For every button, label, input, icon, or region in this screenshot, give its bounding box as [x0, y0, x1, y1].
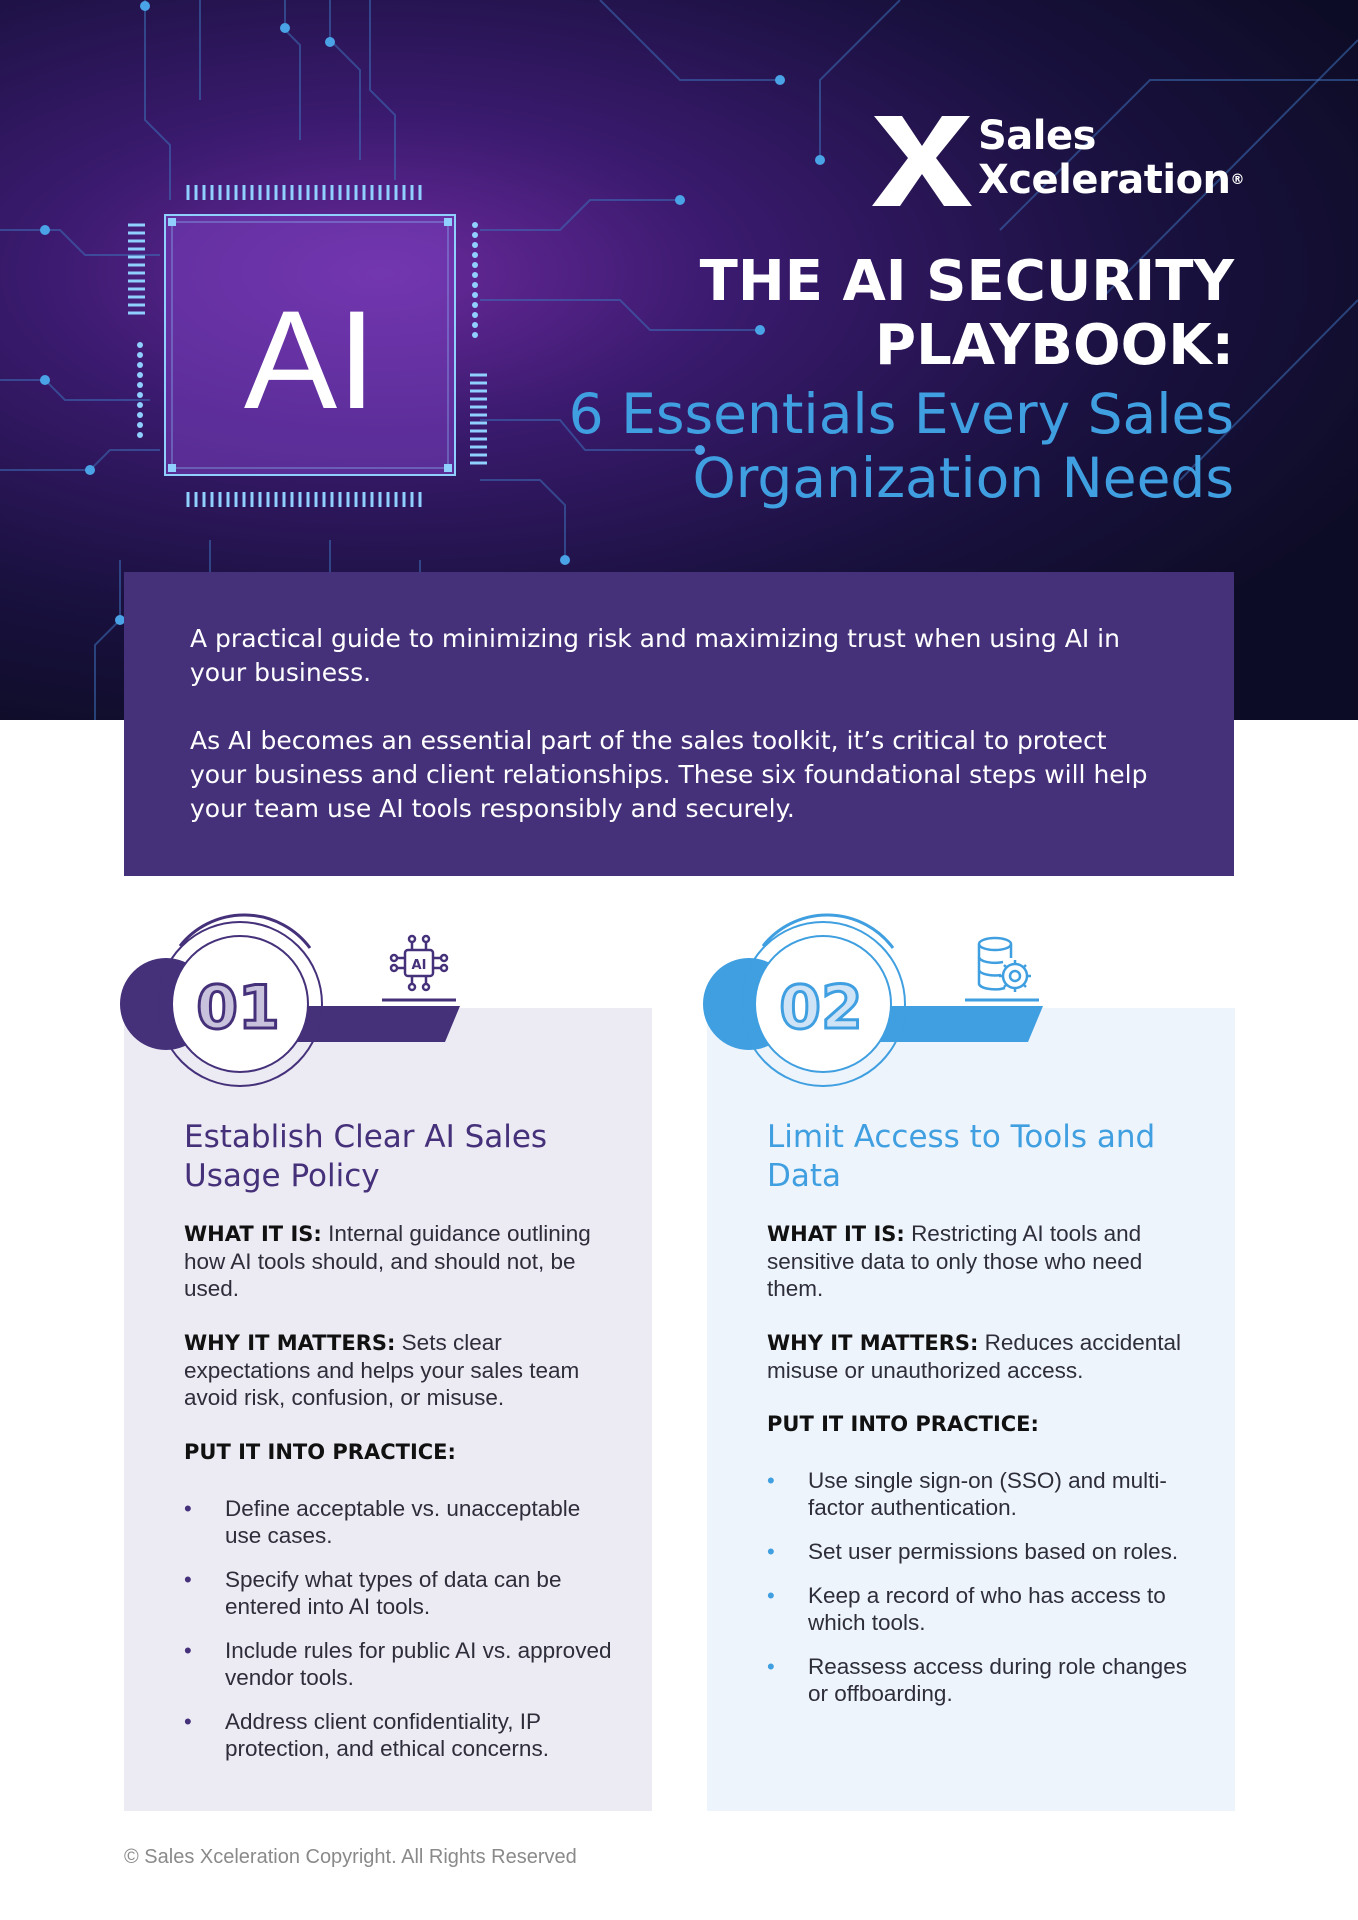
list-item: • Keep a record of who has access to which tools. [767, 1583, 1166, 1635]
list-item: • Reassess access during role changes or offboarding. [767, 1654, 1187, 1706]
intro-paragraph-2: As AI becomes an essential part of the sales toolkit, it’s critical to protect your business and client relationships. These six foundational steps will help your team use AI tools responsibly and securely. [190, 726, 1148, 823]
page-title: THE AI SECURITY PLAYBOOK: [699, 249, 1234, 378]
number-badge-02 [703, 908, 1053, 1098]
card-practice-list [767, 1467, 1197, 1724]
list-item: • Include rules for public AI vs. approved vendor tools. [184, 1638, 612, 1690]
card-title: Limit Access to Tools and Data [767, 1119, 1156, 1194]
footer-copyright: © Sales Xceleration Copyright. All Rights Reserved [124, 1846, 577, 1868]
list-item: • Use single sign-on (SSO) and multi-factor authentication. [767, 1468, 1167, 1520]
card-practice-list [184, 1495, 614, 1779]
card-what-it-is: WHAT IT IS: Internal guidance outlining how AI tools should, and should not, be used. [184, 1221, 591, 1301]
list-item: • Specify what types of data can be entered into AI tools. [184, 1567, 562, 1619]
badge-number: 02 [779, 973, 863, 1043]
list-item: • Address client confidentiality, IP protection, and ethical concerns. [184, 1709, 549, 1761]
card-what-it-is: WHAT IT IS: Restricting AI tools and sensitive data to only those who need them. [767, 1221, 1143, 1301]
essential-card-02 [707, 1008, 1235, 1811]
list-item: • Define acceptable vs. unacceptable use cases. [184, 1496, 581, 1548]
logo-text-xceleration: Xceleration® [978, 157, 1245, 203]
essential-card-01 [124, 1008, 652, 1811]
intro-box [124, 572, 1234, 876]
list-item: • Set user permissions based on roles. [767, 1539, 1179, 1564]
number-badge-01 [120, 908, 470, 1098]
logo-text-sales: Sales [978, 113, 1096, 159]
intro-paragraph-1: A practical guide to minimizing risk and maximizing trust when using AI in your business. [190, 624, 1120, 687]
badge-number: 01 [196, 973, 280, 1043]
card-why-it-matters: WHY IT MATTERS: Reduces accidental misuse or unauthorized access. [767, 1330, 1182, 1383]
card-practice-heading: PUT IT INTO PRACTICE: [184, 1440, 456, 1464]
card-why-it-matters: WHY IT MATTERS: Sets clear expectations and helps your sales team avoid risk, confusion, or misuse. [184, 1330, 580, 1410]
svg-text:AI: AI [411, 958, 427, 973]
chip-label: AI [243, 281, 377, 438]
page-subtitle: 6 Essentials Every Sales Organization Needs [568, 382, 1234, 510]
database-gear-icon [979, 938, 1031, 992]
card-title: Establish Clear AI Sales Usage Policy [184, 1119, 548, 1194]
ai-chip-icon [391, 936, 447, 990]
card-practice-heading: PUT IT INTO PRACTICE: [767, 1412, 1039, 1436]
